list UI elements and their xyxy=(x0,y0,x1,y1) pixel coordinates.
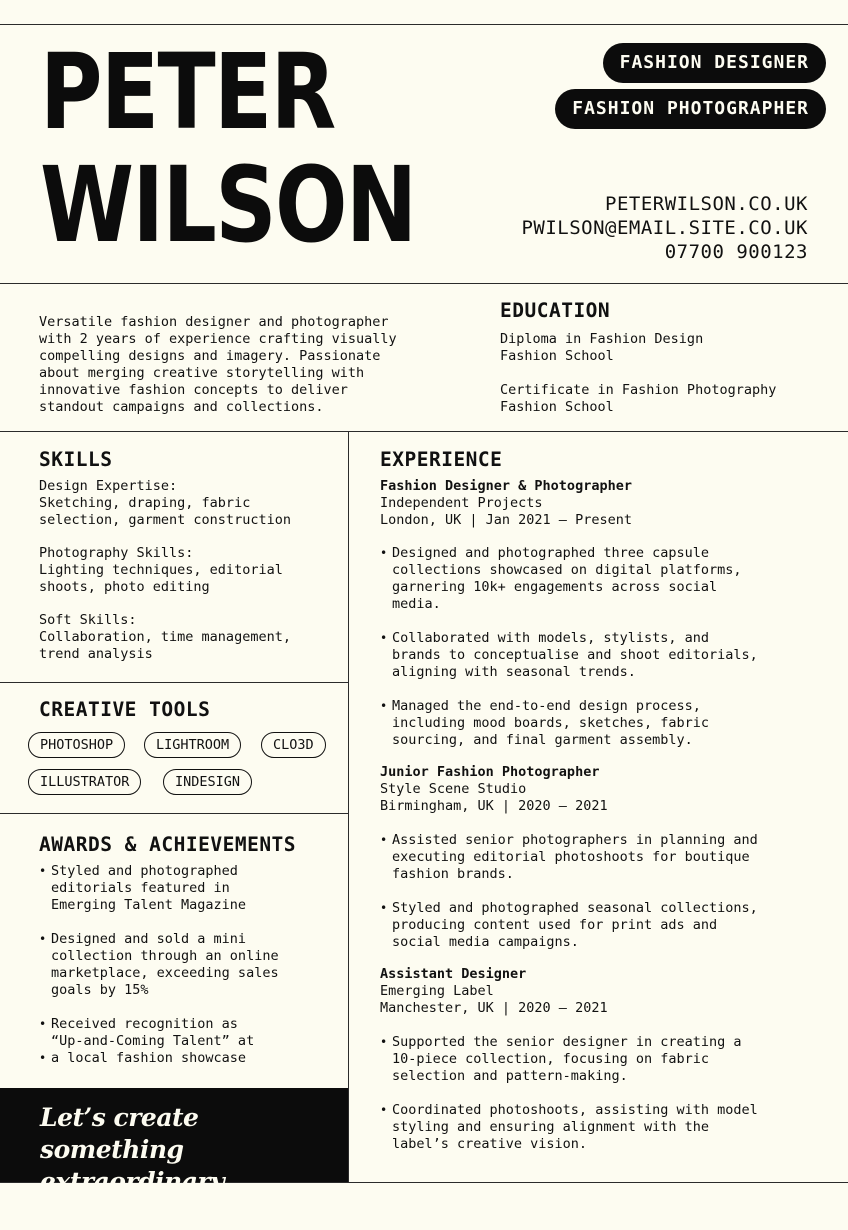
experience-heading: EXPERIENCE xyxy=(380,448,503,471)
skill-group-label: Photography Skills: xyxy=(39,545,194,561)
phone-number[interactable]: 07700 900123 xyxy=(664,241,808,263)
education-list xyxy=(500,331,830,416)
award-item: • Received recognition as “Up-and-Coming Talent” at xyxy=(39,1016,339,1050)
job-title: Assistant Designer xyxy=(380,966,527,982)
job-title: Junior Fashion Photographer xyxy=(380,764,600,780)
job-bullet: • Coordinated photoshoots, assisting with model styling and ensuring alignment with the label’s creative vision. xyxy=(380,1102,825,1153)
education-school: Fashion School xyxy=(500,348,614,364)
skill-group-text: Lighting techniques, editorial shoots, photo editing xyxy=(39,562,283,595)
job-title: Fashion Designer & Photographer xyxy=(380,478,632,494)
job-company: Emerging Label xyxy=(380,983,494,999)
job-entry xyxy=(380,966,820,1017)
tools-divider xyxy=(0,813,348,814)
tool-tag-illustrator: ILLUSTRATOR xyxy=(28,769,141,795)
skill-group-label: Design Expertise: xyxy=(39,478,178,494)
job-bullet: • Managed the end-to-end design process, including mood boards, sketches, fabric sourcing, and final garment assembly. xyxy=(380,698,825,749)
skills-heading: SKILLS xyxy=(39,448,113,471)
tools-heading: CREATIVE TOOLS xyxy=(39,698,211,721)
job-meta: Birmingham, UK | 2020 – 2021 xyxy=(380,798,608,814)
skills-list xyxy=(39,478,339,663)
job-meta: London, UK | Jan 2021 – Present xyxy=(380,512,632,528)
profile-divider xyxy=(0,431,848,432)
job-bullet: • Designed and photographed three capsule collections showcased on digital platforms, garnering 10k+ engagements across social media. xyxy=(380,545,825,613)
job-meta: Manchester, UK | 2020 – 2021 xyxy=(380,1000,608,1016)
job-bullets xyxy=(380,832,825,951)
profile-summary: Versatile fashion designer and photographer with 2 years of experience crafting visually compelling designs and imagery. Passionate about merging creative storytelling with innovative fashion concepts to deliver standout campaigns and collections. xyxy=(39,314,397,415)
banner-line-2: extraordinary together xyxy=(40,1167,225,1228)
education-degree: Certificate in Fashion Photography xyxy=(500,382,777,398)
job-bullet: • Supported the senior designer in creating a 10-piece collection, focusing on fabric selection and pattern-making. xyxy=(380,1034,825,1085)
last-name: WILSON xyxy=(40,144,416,266)
column-divider xyxy=(348,431,349,1182)
first-name: PETER xyxy=(40,31,335,153)
email-link[interactable]: PWILSON@EMAIL.SITE.CO.UK xyxy=(521,217,808,239)
job-entry xyxy=(380,478,820,529)
job-bullet: • Assisted senior photographers in planning and executing editorial photoshoots for boutique fashion brands. xyxy=(380,832,825,883)
job-entry xyxy=(380,764,820,815)
tool-tag-lightroom: LIGHTROOM xyxy=(144,732,241,758)
award-item: • a local fashion showcase xyxy=(39,1050,339,1067)
skills-divider xyxy=(0,682,348,683)
award-item: • Styled and photographed editorials featured in Emerging Talent Magazine xyxy=(39,863,339,914)
tool-tag-clo3d: CLO3D xyxy=(261,732,326,758)
awards-heading: AWARDS & ACHIEVEMENTS xyxy=(39,833,297,856)
website-link[interactable]: PETERWILSON.CO.UK xyxy=(605,193,808,215)
job-company: Style Scene Studio xyxy=(380,781,527,797)
contact-block xyxy=(521,192,808,264)
top-border xyxy=(0,24,848,25)
education-heading: EDUCATION xyxy=(500,299,611,322)
education-school: Fashion School xyxy=(500,399,614,415)
title-pill-photographer: FASHION PHOTOGRAPHER xyxy=(555,89,826,129)
skill-group-label: Soft Skills: xyxy=(39,612,137,628)
job-company: Independent Projects xyxy=(380,495,543,511)
job-bullets xyxy=(380,1034,825,1153)
banner-line-1: Let’s create something xyxy=(40,1103,199,1164)
tool-tag-indesign: INDESIGN xyxy=(163,769,252,795)
job-bullet: • Collaborated with models, stylists, and brands to conceptualise and shoot editorials, aligning with seasonal trends. xyxy=(380,630,825,681)
tool-tag-photoshop: PHOTOSHOP xyxy=(28,732,125,758)
award-item: • Designed and sold a mini collection through an online marketplace, exceeding sales goals by 15% xyxy=(39,931,339,999)
title-pill-designer: FASHION DESIGNER xyxy=(603,43,826,83)
skill-group-text: Collaboration, time management, trend analysis xyxy=(39,629,291,662)
closing-banner xyxy=(0,1088,348,1228)
banner-text xyxy=(40,1102,348,1230)
header-divider xyxy=(0,283,848,284)
awards-list xyxy=(39,863,339,1067)
education-degree: Diploma in Fashion Design xyxy=(500,331,704,347)
job-bullet: • Styled and photographed seasonal collections, producing content used for print ads and social media campaigns. xyxy=(380,900,825,951)
job-bullets xyxy=(380,545,825,749)
skill-group-text: Sketching, draping, fabric selection, garment construction xyxy=(39,495,291,528)
